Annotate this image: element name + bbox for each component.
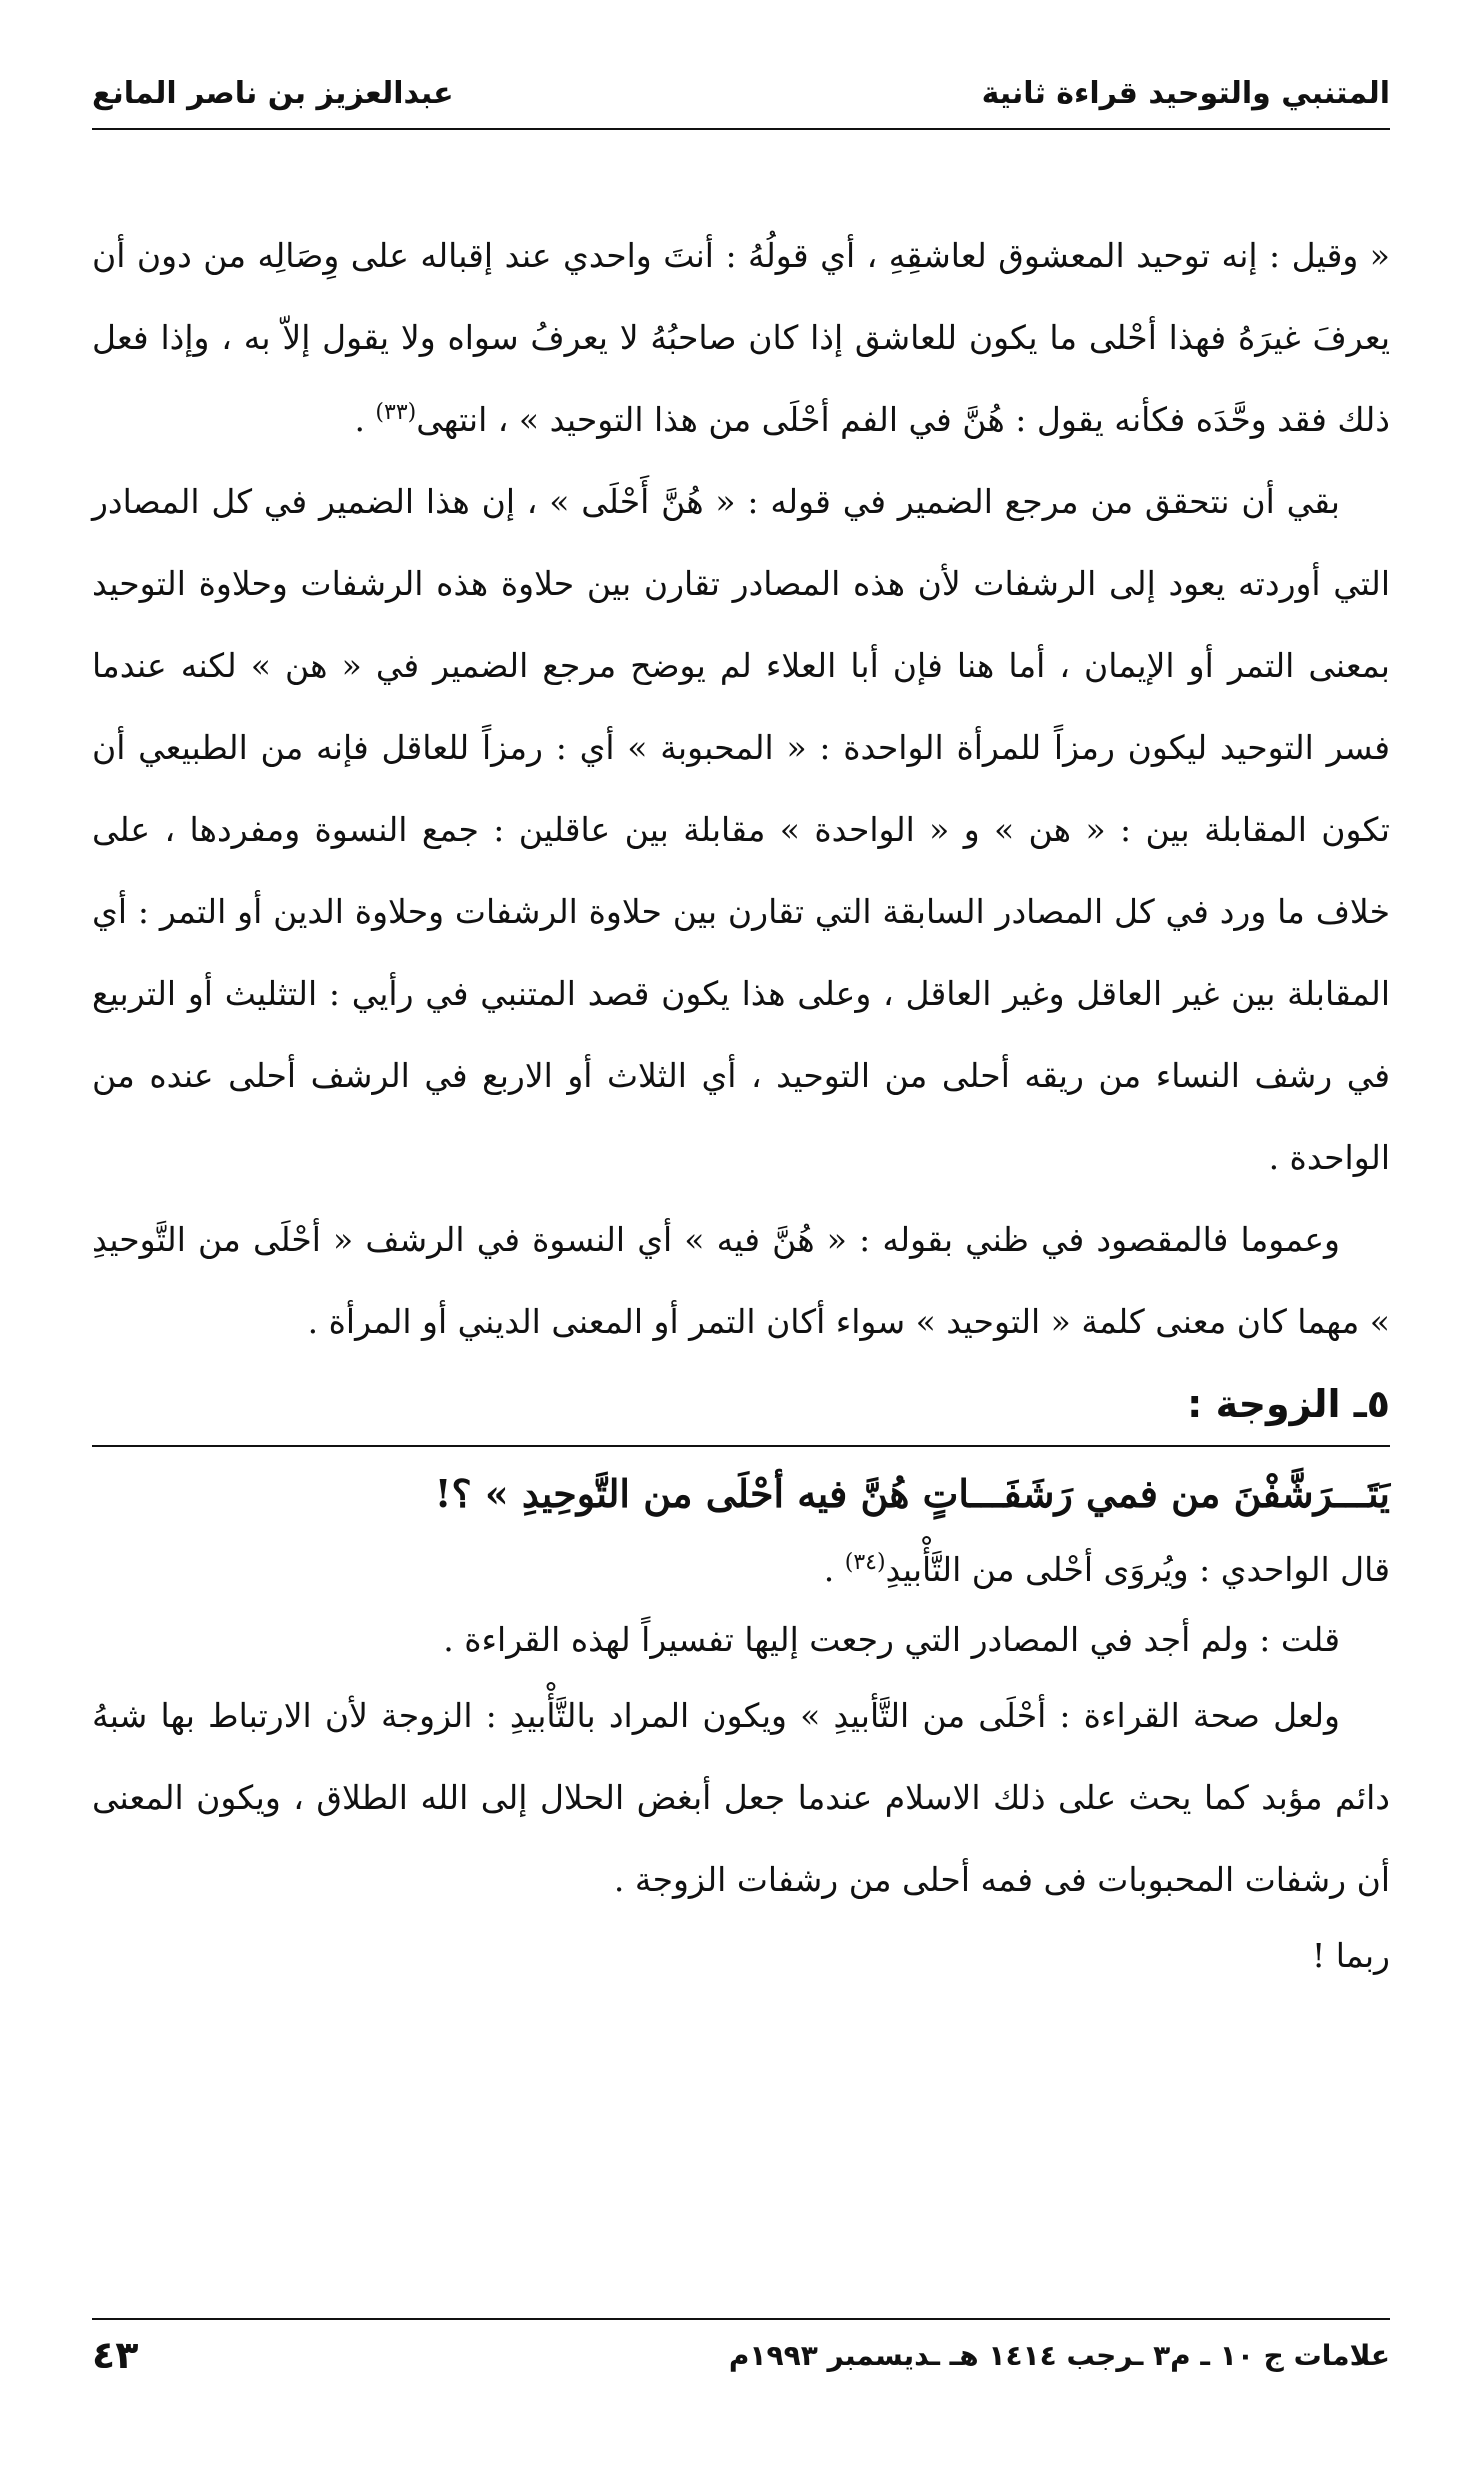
wahidi-line-end: . <box>823 1550 845 1589</box>
journal-citation: علامات ج ١٠ ـ م٣ ـرجب ١٤١٤ هـ ـديسمبر ١٩٩٣م <box>728 2338 1390 2372</box>
header-article-title: المتنبي والتوحيد قراءة ثانية <box>981 75 1390 111</box>
footnote-reference-33: (٣٣) <box>375 400 417 425</box>
article-body <box>92 215 1390 1991</box>
running-footer <box>92 2318 1390 2390</box>
reading-paragraph: ولعل صحة القراءة : أحْلَى من التَّأبيدِ » ويكون المراد بالتَّأْبيدِ : الزوجة لأن الارتباط بها شبهُ دائم مؤبد كما يحث على ذلك الاسلام عندما جعل أبغض الحلال إلى الله الطلاق ، ويكون المعنى أن رشفات المحبوبات فى فمه أحلى من رشفات الزوجة . <box>92 1696 1390 1899</box>
quote-paragraph <box>92 215 1390 461</box>
quote-paragraph-end: . <box>354 400 376 439</box>
quote-paragraph-text: « وقيل : إنه توحيد المعشوق لعاشقِهِ ، أي قولُهُ : أنتَ واحدي عند إقباله على وِصَالِه من دون أن يعرفَ غيرَهُ فهذا أحْلى ما يكون للعاشق إذا كان صاحبُهُ لا يعرفُ سواه ولا يقول إلاّ به ، وإذا فعل ذلك فقد وحَّدَه فكأنه يقول : هُنَّ في الفم أحْلَى من هذا التوحيد » ، انتهى <box>92 236 1390 439</box>
section-heading: ٥ـ الزوجة : <box>1187 1382 1390 1426</box>
wahidi-line-text: قال الواحدي : ويُروَى أحْلى من التَّأْبيدِ <box>885 1550 1390 1589</box>
wahidi-line <box>92 1535 1390 1605</box>
poetry-verse: يَتَـــرَشَّفْنَ من فمي رَشَفَـــاتٍ هُنَّ فيه أحْلَى من التَّوحِيدِ » ؟! <box>92 1445 1390 1535</box>
pronoun-reference-paragraph: بقي أن نتحقق من مرجع الضمير في قوله : « هُنَّ أَحْلَى » ، إن هذا الضمير في كل المصادر التي أوردته يعود إلى الرشفات لأن هذه المصادر تقارن بين حلاوة هذه الرشفات وحلاوة التوحيد بمعنى التمر أو الإيمان ، أما هنا فإن أبا العلاء لم يوضح مرجع الضمير في « هن » لكنه عندما فسر التوحيد ليكون رمزاً للمرأة الواحدة : « المحبوبة » أي : رمزاً للعاقل فإنه من الطبيعي أن تكون المقابلة بين : « هن » و « الواحدة » مقابلة بين عاقلين : جمع النسوة ومفردها ، على خلاف ما ورد في كل المصادر السابقة التي تقارن بين حلاوة الرشفات وحلاوة الدين أو التمر : أي المقابلة بين غير العاقل وغير العاقل ، وعلى هذا يكون قصد المتنبي في رأيي : التثليث أو التربيع في رشف النساء من ريقه أحلى من التوحيد ، أي الثلاث أو الاربع في الرشف أحلى عنده من الواحدة . <box>92 482 1390 1177</box>
closing-line: ربما ! <box>1311 1936 1390 1975</box>
footnote-reference-34: (٣٤) <box>844 1550 886 1575</box>
qultu-line: قلت : ولم أجد في المصادر التي رجعت إليها تفسيراً لهذه القراءة . <box>443 1620 1340 1659</box>
running-header <box>92 58 1390 130</box>
header-author-name: عبدالعزيز بن ناصر المانع <box>92 75 454 111</box>
generally-paragraph: وعموما فالمقصود في ظني بقوله : « هُنَّ فيه » أي النسوة في الرشف « أحْلَى من التَّوحيدِ » مهما كان معنى كلمة « التوحيد » سواء أكان التمر أو المعنى الديني أو المرأة . <box>92 1220 1390 1341</box>
page-number: ٤٣ <box>92 2333 139 2377</box>
